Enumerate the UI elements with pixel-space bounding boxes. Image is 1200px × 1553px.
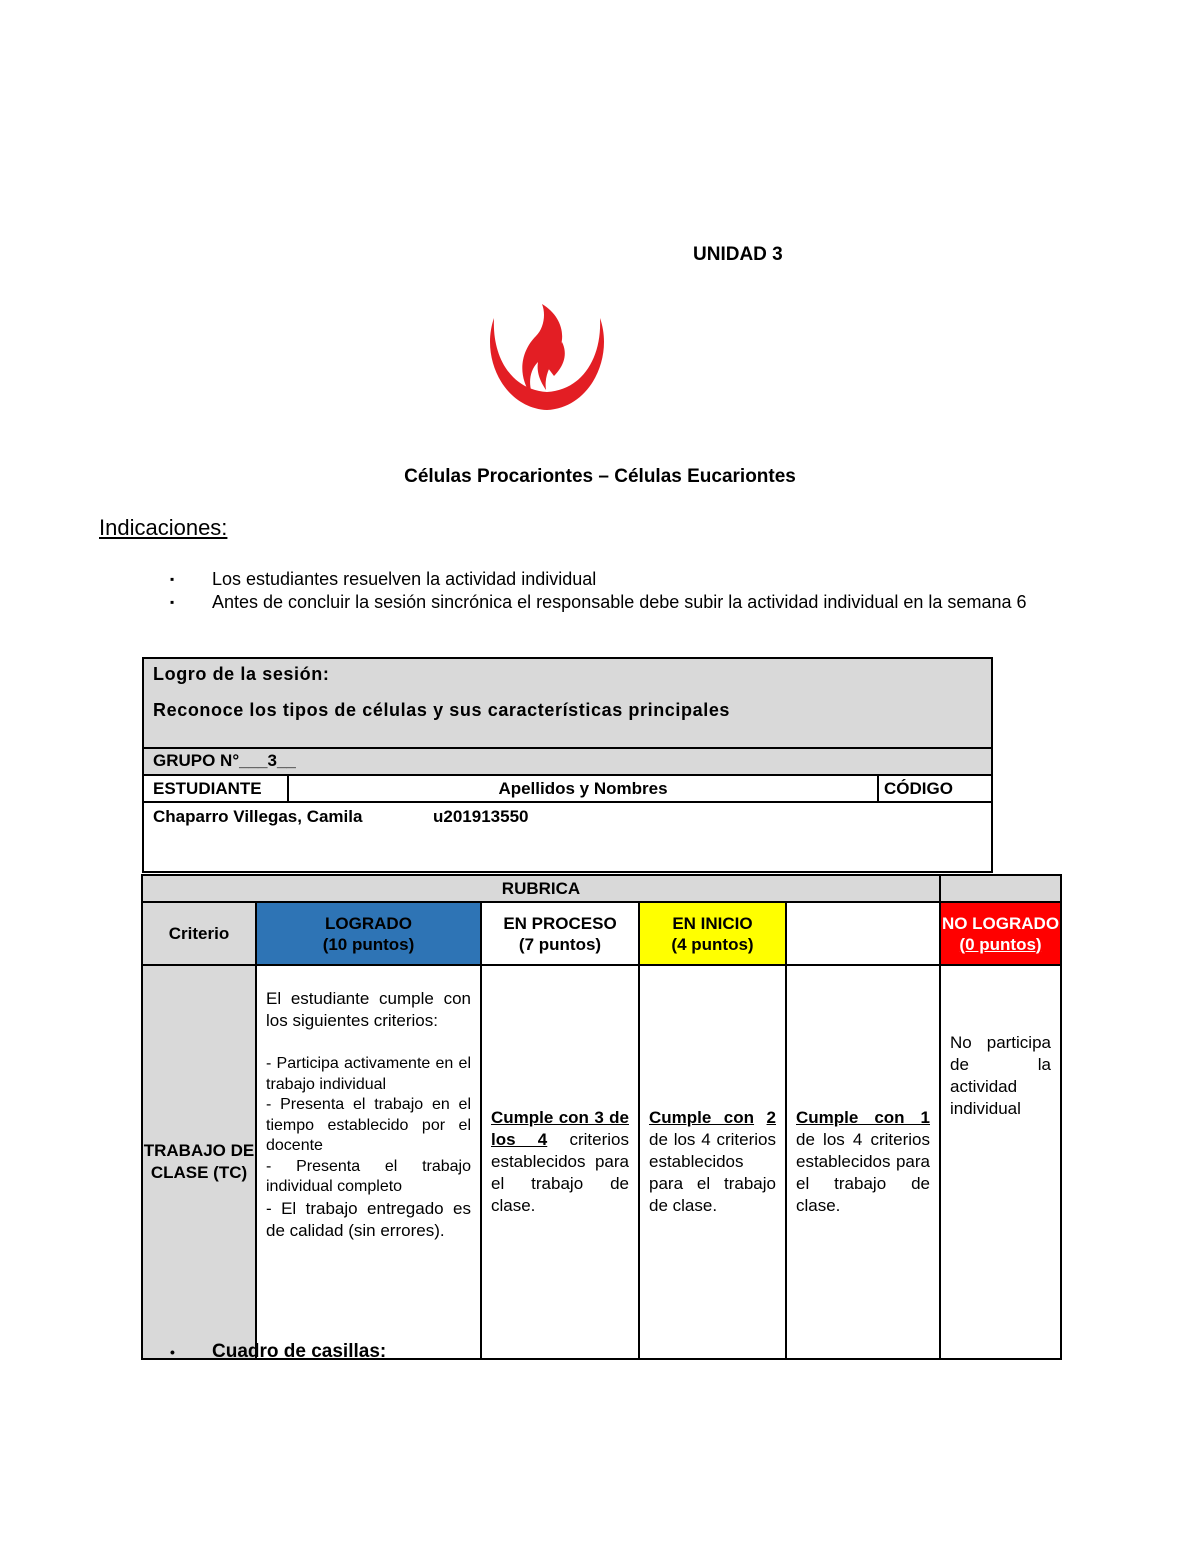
logro-label: Logro de la sesión:: [153, 664, 330, 684]
empty-header: [786, 902, 940, 965]
level-points: (7 puntos): [518, 934, 602, 954]
extra-rest: de los 4 criterios establecidos para el trabajo de clase.: [796, 1130, 930, 1215]
proceso-description: [481, 965, 639, 1359]
student-header-label: ESTUDIANTE: [144, 776, 289, 801]
criterion-cell: TRABAJO DE CLASE (TC): [142, 965, 256, 1359]
names-header: Apellidos y Nombres: [289, 776, 879, 801]
rubric-title-blank: [940, 875, 1061, 902]
no-logrado-description: No participa de la actividad individual: [940, 965, 1061, 1359]
indication-item: ▪ Antes de concluir la sesión sincrónica el responsable debe subir la actividad individual en la semana 6: [170, 591, 1060, 614]
inicio-strong-number: 2: [766, 1108, 776, 1127]
logrado-header: [256, 902, 481, 965]
student-header-row: [144, 776, 991, 803]
logro-section: [144, 659, 991, 749]
extra-strong: Cumple con 1: [796, 1108, 930, 1127]
logro-text: Reconoce los tipos de células y sus características principales: [153, 700, 731, 720]
inicio-strong: Cumple con: [649, 1108, 755, 1127]
student-name: Chaparro Villegas, Camila: [153, 807, 363, 826]
logrado-item: - Presenta el trabajo en el tiempo establecido por el docente: [266, 1096, 471, 1154]
student-code: u201913550: [433, 807, 529, 826]
indication-item: ▪ Los estudiantes resuelven la actividad individual: [170, 568, 1060, 591]
logrado-description: [256, 965, 481, 1359]
bullet: •: [170, 1344, 175, 1360]
level-name: EN INICIO: [672, 913, 753, 933]
level-name: EN PROCESO: [503, 913, 617, 933]
indications-list: [170, 568, 1060, 613]
group-number: GRUPO N°___3__: [144, 749, 991, 776]
document-title: Células Procariontes – Células Eucariontes: [404, 466, 796, 487]
level-name: NO LOGRADO: [941, 913, 1060, 933]
inicio-header: [639, 902, 786, 965]
inicio-description: [639, 965, 786, 1359]
rubric-table: [141, 874, 1060, 1292]
session-box: [142, 657, 993, 873]
no-logrado-header: [940, 902, 1061, 965]
level-points: (10 puntos): [322, 934, 415, 954]
criterio-header: Criterio: [142, 902, 256, 965]
inicio-rest: de los 4 criterios establecidos para el trabajo de clase.: [649, 1130, 776, 1215]
level-name: LOGRADO: [325, 913, 412, 933]
proceso-rest: criterios establecidos para el trabajo de clase.: [491, 1130, 629, 1215]
logrado-item: - Participa activamente en el trabajo individual: [266, 1055, 471, 1093]
level-points: (4 puntos): [671, 934, 754, 954]
indications-heading: Indicaciones:: [99, 515, 228, 540]
code-header: CÓDIGO: [884, 779, 953, 798]
cuadro-section: [170, 1341, 386, 1363]
extra-description: [786, 965, 940, 1359]
logrado-intro: El estudiante cumple con los siguientes criterios:: [266, 989, 471, 1030]
upc-flame-logo: [486, 300, 608, 420]
rubric-title: RUBRICA: [142, 875, 940, 902]
proceso-strong: Cumple con 3 de los 4: [491, 1108, 629, 1149]
logrado-item: - El trabajo entregado es de calidad (sin errores).: [266, 1198, 471, 1240]
unit-title: UNIDAD 3: [693, 244, 783, 265]
logrado-item: - Presenta el trabajo individual completo: [266, 1157, 471, 1195]
cuadro-label: Cuadro de casillas:: [212, 1341, 387, 1362]
level-points: (0 puntos): [959, 934, 1042, 954]
proceso-header: [481, 902, 639, 965]
